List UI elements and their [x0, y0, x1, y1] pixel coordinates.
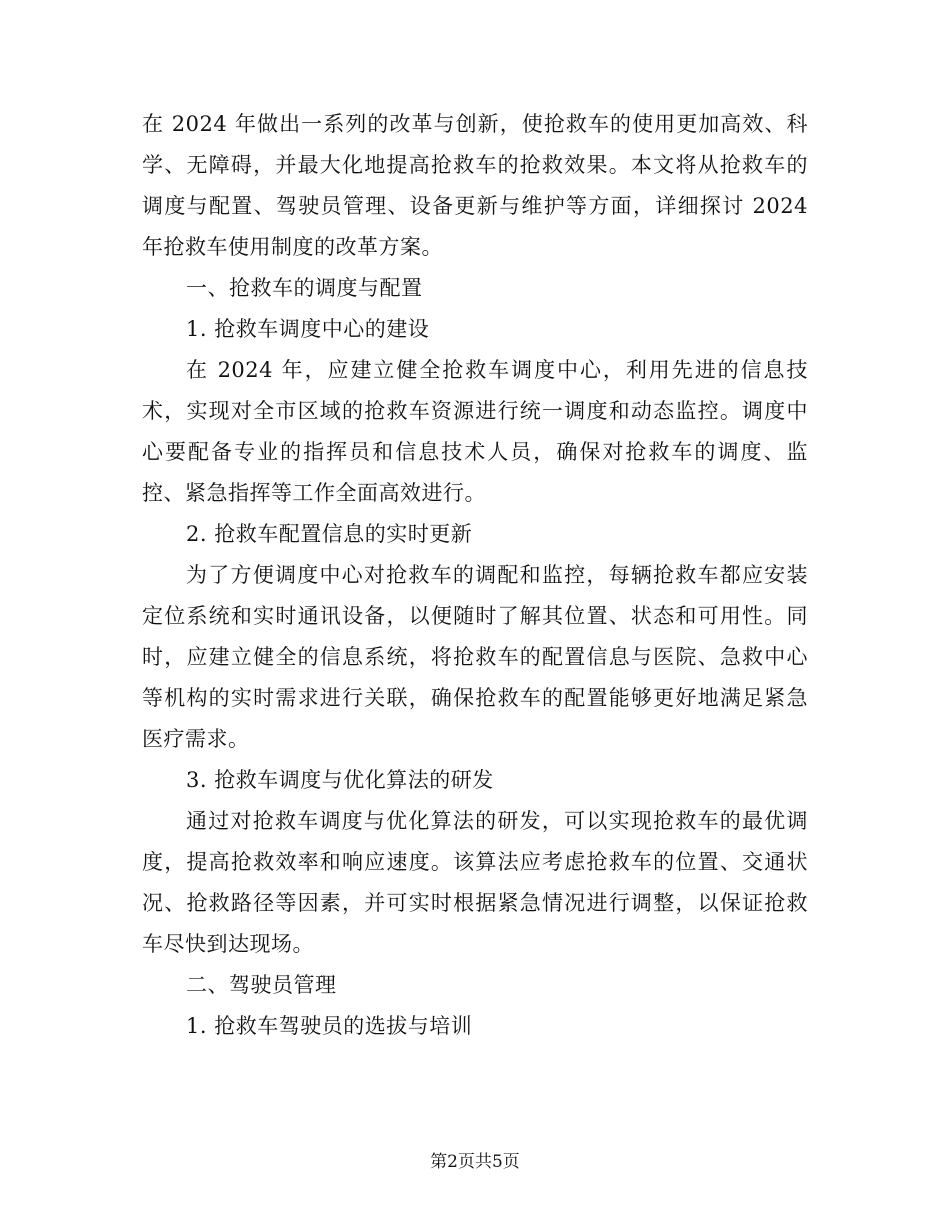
- page-number-footer: 第2页共5页: [430, 1152, 520, 1172]
- subsection-heading-dispatch-center: 1. 抢救车调度中心的建设: [186, 317, 430, 341]
- paragraph-realtime-update: 为了方便调度中心对抢救车的调配和监控，每辆抢救车都应安装定位系统和实时通讯设备，以便随时了解其位置、状态和可用性。同时，应建立健全的信息系统，将抢救车的配置信息与医院、急救中心等机构的实时需求进行关联，确保抢救车的配置能够更好地满足紧急医疗需求。: [142, 563, 808, 751]
- section-heading-driver-management: 二、驾驶员管理: [186, 973, 337, 997]
- paragraph-algorithm: 通过对抢救车调度与优化算法的研发，可以实现抢救车的最优调度，提高抢救效率和响应速度。该算法应考虑抢救车的位置、交通状况、抢救路径等因素，并可实时根据紧急情况进行调整，以保证抢救车尽快到达现场。: [142, 809, 808, 956]
- paragraph-intro-continuation: 在 2024 年做出一系列的改革与创新，使抢救车的使用更加高效、科学、无障碍，并最大化地提高抢救车的抢救效果。本文将从抢救车的调度与配置、驾驶员管理、设备更新与维护等方面，详细探讨 2024 年抢救车使用制度的改革方案。: [142, 112, 808, 259]
- subsection-heading-driver-selection: 1. 抢救车驾驶员的选拔与培训: [186, 1014, 473, 1038]
- section-heading-dispatch-and-configuration: 一、抢救车的调度与配置: [186, 276, 423, 300]
- subsection-heading-realtime-update: 2. 抢救车配置信息的实时更新: [186, 522, 473, 546]
- subsection-heading-algorithm: 3. 抢救车调度与优化算法的研发: [186, 768, 494, 792]
- paragraph-dispatch-center: 在 2024 年，应建立健全抢救车调度中心，利用先进的信息技术，实现对全市区域的抢救车资源进行统一调度和动态监控。调度中心要配备专业的指挥员和信息技术人员，确保对抢救车的调度、监控、紧急指挥等工作全面高效进行。: [142, 358, 808, 505]
- document-body: [142, 104, 808, 1047]
